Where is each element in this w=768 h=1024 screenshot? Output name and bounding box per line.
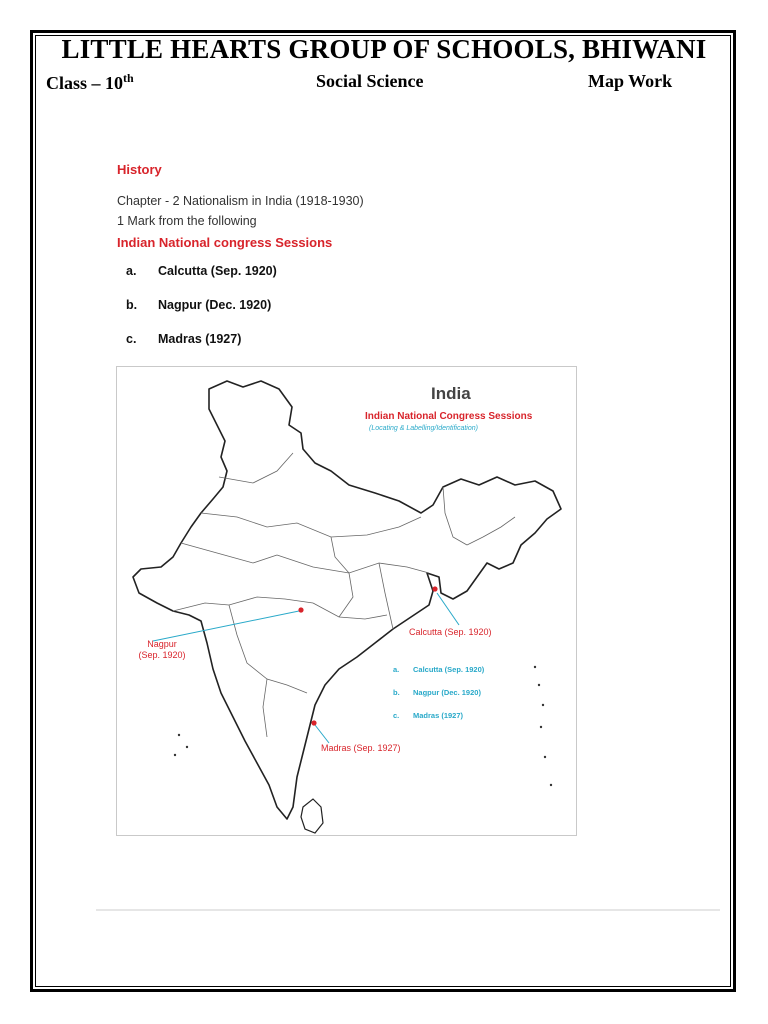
class-ordinal: th — [123, 71, 134, 85]
nagpur-label-line1: Nagpur — [147, 639, 177, 649]
list-text: Madras (1927) — [158, 332, 242, 346]
legend-marker: c. — [393, 711, 400, 720]
class-label — [46, 71, 134, 94]
island — [534, 666, 536, 668]
legend-item — [393, 665, 484, 674]
page-divider — [96, 909, 720, 911]
section-heading: History — [117, 162, 162, 177]
work-type-label: Map Work — [588, 71, 673, 91]
island — [178, 734, 180, 736]
calcutta-marker — [432, 586, 437, 591]
island — [186, 746, 188, 748]
calcutta-label: Calcutta (Sep. 1920) — [409, 627, 492, 637]
class-text: Class – 10 — [46, 73, 124, 93]
subject-label: Social Science — [316, 71, 424, 91]
map-note: (Locating & Labelling/Identification) — [369, 425, 478, 432]
island — [540, 726, 542, 728]
school-title: LITTLE HEARTS GROUP OF SCHOOLS, BHIWANI — [61, 34, 707, 64]
sri-lanka — [301, 799, 323, 833]
list-text: Nagpur (Dec. 1920) — [158, 298, 272, 312]
sessions-heading: Indian National congress Sessions — [117, 235, 333, 250]
legend-text: Nagpur (Dec. 1920) — [413, 688, 481, 697]
nagpur-label — [137, 639, 187, 661]
list-text: Calcutta (Sep. 1920) — [158, 264, 277, 278]
list-item — [126, 298, 271, 312]
list-marker: b. — [126, 298, 138, 312]
madras-pointer — [315, 725, 329, 743]
legend-marker: b. — [393, 688, 400, 697]
island — [550, 784, 552, 786]
madras-label: Madras (Sep. 1927) — [321, 743, 401, 753]
madras-marker — [311, 720, 316, 725]
list-item — [126, 332, 241, 346]
legend-item — [393, 688, 481, 697]
list-item — [126, 264, 277, 278]
legend-text: Madras (1927) — [413, 711, 464, 720]
legend-item — [393, 711, 463, 720]
island — [544, 756, 546, 758]
map-subtitle: Indian National Congress Sessions — [365, 411, 533, 422]
island — [542, 704, 544, 706]
island — [174, 754, 176, 756]
island — [538, 684, 540, 686]
nagpur-label-line2: (Sep. 1920) — [138, 650, 186, 660]
nagpur-pointer — [153, 611, 299, 641]
map-title: India — [431, 384, 471, 403]
nagpur-marker — [298, 607, 303, 612]
list-marker: c. — [126, 332, 137, 346]
india-outline-map — [117, 367, 578, 837]
legend-text: Calcutta (Sep. 1920) — [413, 665, 485, 674]
chapter-line: Chapter - 2 Nationalism in India (1918-1930) — [117, 194, 364, 208]
legend-marker: a. — [393, 665, 400, 674]
list-marker: a. — [126, 264, 137, 278]
instruction-line: 1 Mark from the following — [117, 214, 257, 228]
india-map — [116, 366, 577, 836]
